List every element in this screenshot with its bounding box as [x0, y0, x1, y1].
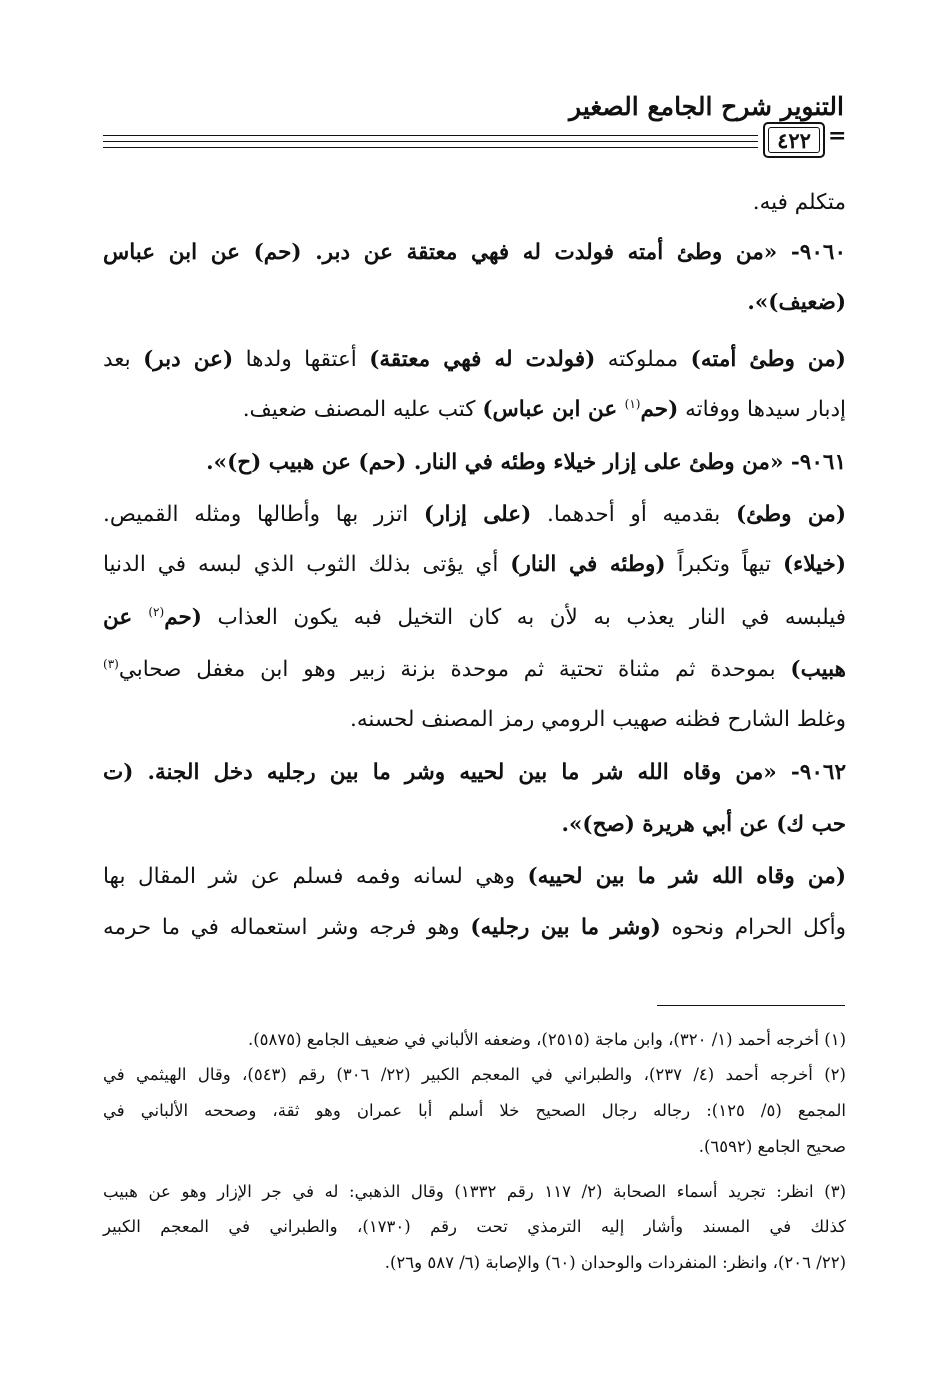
commentary-text: وأكل الحرام ونحوه	[660, 915, 846, 940]
hadith-text	[103, 238, 846, 268]
commentary-text: إدبار سيدها ووفاته	[678, 397, 846, 422]
commentary-line	[103, 550, 846, 580]
hadith-9060: ٩٠٦٠- «من وطئ أمته فولدت له فهي معتقة عن دبر. (حم) عن ابن عباس	[103, 240, 846, 265]
commentary-line	[103, 500, 846, 530]
hadith-9062-end: حب ك) عن أبي هريرة (صح)».	[561, 812, 846, 837]
footnote-marker[interactable]: (٣)	[103, 656, 119, 671]
running-header-title: التنوير شرح الجامع الصغير	[569, 92, 844, 121]
body-line: متكلم فيه.	[752, 190, 846, 215]
footnote-2: (٢) أخرجه أحمد (٤/ ٢٣٧)، والطبراني في المعجم الكبير (٢٢/ ٣٠٦) رقم (٥٤٣)، وقال الهيثمي في	[103, 1065, 846, 1084]
hadith-9062: ٩٠٦٢- «من وقاه الله شر ما بين لحييه وشر ما بين رجليه دخل الجنة. (ت	[103, 760, 846, 785]
commentary-text: وهو فرجه وشر استعماله في ما حرمه	[103, 915, 471, 940]
commentary-text: بقدميه أو أحدهما.	[531, 502, 736, 527]
footnote-2-line: المجمع (٥/ ١٢٥): رجاله رجال الصحيح خلا أسلم أبا عمران وهو ثقة، وصححه الألباني في	[103, 1101, 847, 1120]
commentary-text: أعتقها ولدها	[233, 347, 370, 372]
footnote-3-line: (٢٢/ ٢٠٦)، وانظر: المنفردات والوحدان (٦٠) والإصابة (٦/ ٥٨٧ و٢٦).	[384, 1253, 846, 1272]
quoted-phrase: (وشر ما بين رجليه)	[470, 915, 661, 940]
commentary-line	[103, 655, 846, 685]
footnote-separator	[657, 1005, 845, 1006]
quoted-phrase: (عن دبر)	[143, 347, 234, 372]
page-number: ٤٢٢	[763, 122, 825, 158]
quoted-phrase: (وطئه في النار)	[510, 552, 666, 577]
commentary-text: تيهاً وتكبراً	[665, 552, 783, 577]
quoted-phrase: (حم	[640, 397, 679, 422]
footnote-marker[interactable]: (٢)	[148, 604, 165, 619]
footnote-3: (٣) انظر: تجريد أسماء الصحابة (٢/ ١١٧ رقم ١٣٣٢) وقال الذهبي: له في جر الإزار وهو عن هبيب	[103, 1182, 846, 1201]
commentary-line	[103, 862, 846, 892]
quoted-phrase: عن ابن عباس)	[482, 397, 625, 422]
footnote-1: (١) أخرجه أحمد (١/ ٣٢٠)، وابن ماجة (٢٥١٥)، وضعفه الألباني في ضعيف الجامع (٥٨٧٥).	[247, 1030, 846, 1049]
header-rule	[103, 141, 758, 142]
commentary-line	[103, 913, 846, 943]
commentary-line	[103, 603, 846, 633]
hadith-text	[103, 758, 846, 788]
footnote-2-line: صحيح الجامع (٦٥٩٢).	[698, 1137, 846, 1156]
hadith-text	[103, 448, 846, 478]
quoted-phrase: (من وقاه الله شر ما بين لحييه)	[527, 864, 846, 889]
quoted-phrase: (خيلاء)	[782, 552, 847, 577]
quoted-phrase: (من وطئ)	[735, 502, 846, 527]
commentary-text: أي يؤتى بذلك الثوب الذي لبسه في الدنيا	[103, 552, 511, 577]
commentary-text: بموحدة ثم مثناة تحتية ثم موحدة بزنة زبير وهو ابن مغفل صحابي	[118, 657, 791, 682]
commentary-text: اتزر بها وأطالها ومثله القميص.	[103, 502, 424, 527]
quoted-phrase: عن	[103, 605, 149, 630]
commentary-line: وغلط الشارح فظنه صهيب الرومي رمز المصنف لحسنه.	[350, 707, 846, 732]
quoted-phrase: (حم	[164, 605, 202, 630]
hadith-text	[103, 288, 846, 318]
footnote-marker[interactable]: (١)	[624, 396, 641, 411]
quoted-phrase: (فولدت له فهي معتقة)	[369, 347, 596, 372]
header-rule	[103, 147, 758, 148]
quoted-phrase: هبيب)	[790, 657, 846, 682]
commentary-line	[103, 345, 846, 375]
commentary-text: بعد	[103, 347, 144, 372]
hadith-9060-end: (ضعيف)».	[747, 290, 846, 315]
footnote-3-line: كذلك في المسند وأشار إليه الترمذي تحت رقم (١٧٣٠)، والطبراني في المعجم الكبير	[103, 1217, 846, 1236]
commentary-line	[103, 395, 846, 425]
page-marker: =	[828, 123, 847, 149]
commentary-text: وهي لسانه وفمه فسلم عن شر المقال بها	[103, 864, 528, 889]
quoted-phrase: (من وطئ أمته)	[690, 347, 846, 372]
header-rule	[103, 135, 758, 136]
hadith-text	[103, 810, 846, 840]
quoted-phrase: (على إزار)	[423, 502, 532, 527]
commentary-text: كتب عليه المصنف ضعيف.	[242, 397, 483, 422]
hadith-9061: ٩٠٦١- «من وطئ على إزار خيلاء وطئه في النار. (حم) عن هبيب (ح)».	[206, 450, 846, 475]
commentary-text: فيلبسه في النار يعذب به لأن به كان التخيل فبه يكون العذاب	[201, 605, 846, 630]
commentary-text: مملوكته	[595, 347, 691, 372]
